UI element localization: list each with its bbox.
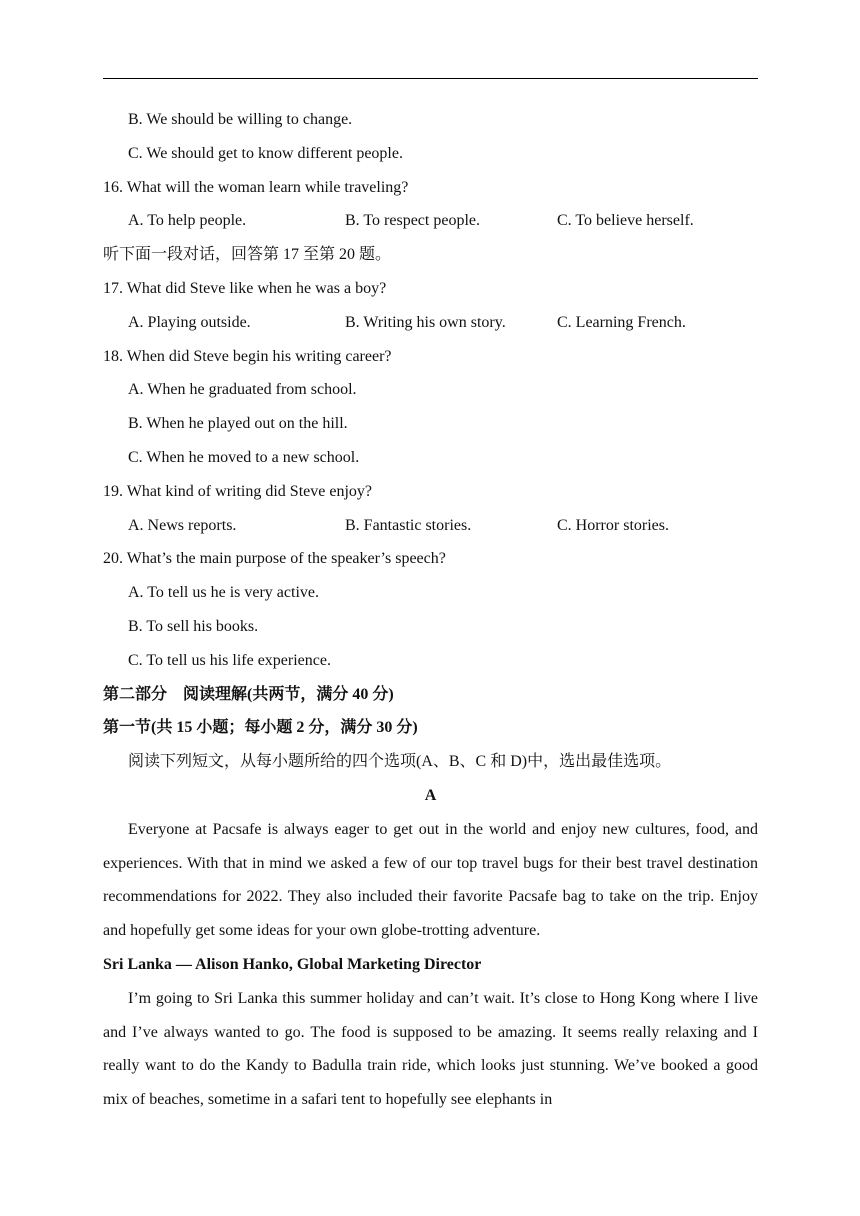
q17-option-c: C. Learning French.	[557, 313, 686, 331]
q19-question: 19. What kind of writing did Steve enjoy?	[103, 482, 372, 500]
q19-option-c: C. Horror stories.	[557, 516, 669, 534]
q19-option-b: B. Fantastic stories.	[345, 516, 472, 534]
q18-option-c: C. When he moved to a new school.	[128, 448, 360, 466]
part2-heading: 第二部分 阅读理解(共两节，满分 40 分)	[103, 685, 394, 703]
section1-heading: 第一节(共 15 小题；每小题 2 分，满分 30 分)	[103, 719, 418, 737]
q15-option-b: B. We should be willing to change.	[128, 111, 353, 128]
q17-question: 17. What did Steve like when he was a boy?	[103, 279, 387, 297]
header-rule	[103, 78, 758, 79]
q20-question: 20. What’s the main purpose of the speaker’s speech?	[103, 550, 446, 568]
q17-option-a: A. Playing outside.	[128, 313, 251, 331]
passage-label: A	[424, 786, 437, 804]
body-paragraph: I’m going to Sri Lanka this summer holiday and can’t wait. It’s close to Hong Kong where I live and I’ve always wanted to go. The food is supposed to be amazing. It seems really relaxing and I really want to do the Kandy to Badulla train ride, which looks just stunning. We’ve booked a good mix of beaches, sometime in a safari tent to hopefully see elephants in	[103, 989, 758, 1109]
q16-question: 16. What will the woman learn while traveling?	[103, 178, 409, 196]
q15-option-c: C. We should get to know different people.	[128, 144, 403, 162]
q19-option-a: A. News reports.	[128, 516, 237, 534]
q18-option-a: A. When he graduated from school.	[128, 381, 357, 399]
q20-option-a: A. To tell us he is very active.	[128, 584, 319, 602]
q17-option-b: B. Writing his own story.	[345, 313, 506, 331]
subheading: Sri Lanka — Alison Hanko, Global Marketing Director	[103, 955, 482, 973]
intro-paragraph: Everyone at Pacsafe is always eager to get out in the world and enjoy new cultures, food, and experiences. With that in mind we asked a few of our top travel bugs for their best travel destination recommendations for 2022. They also included their favorite Pacsafe bag to take on the trip. Enjoy and hopefully get some ideas for your own globe-trotting adventure.	[103, 820, 758, 940]
q18-question: 18. When did Steve begin his writing career?	[103, 347, 392, 365]
q16-options	[103, 204, 758, 238]
q20-option-b: B. To sell his books.	[128, 617, 259, 635]
q19-options	[103, 509, 758, 543]
q16-option-c: C. To believe herself.	[557, 212, 694, 230]
q18-option-b: B. When he played out on the hill.	[128, 415, 348, 433]
q17-options	[103, 306, 758, 340]
q16-option-a: A. To help people.	[128, 212, 247, 230]
document-page	[103, 103, 758, 1117]
q16-option-b: B. To respect people.	[345, 212, 480, 230]
section-note: 听下面一段对话，回答第 17 至第 20 题。	[103, 246, 392, 264]
instructions: 阅读下列短文，从每小题所给的四个选项(A、B、C 和 D)中，选出最佳选项。	[128, 753, 672, 771]
q20-option-c: C. To tell us his life experience.	[128, 651, 331, 669]
